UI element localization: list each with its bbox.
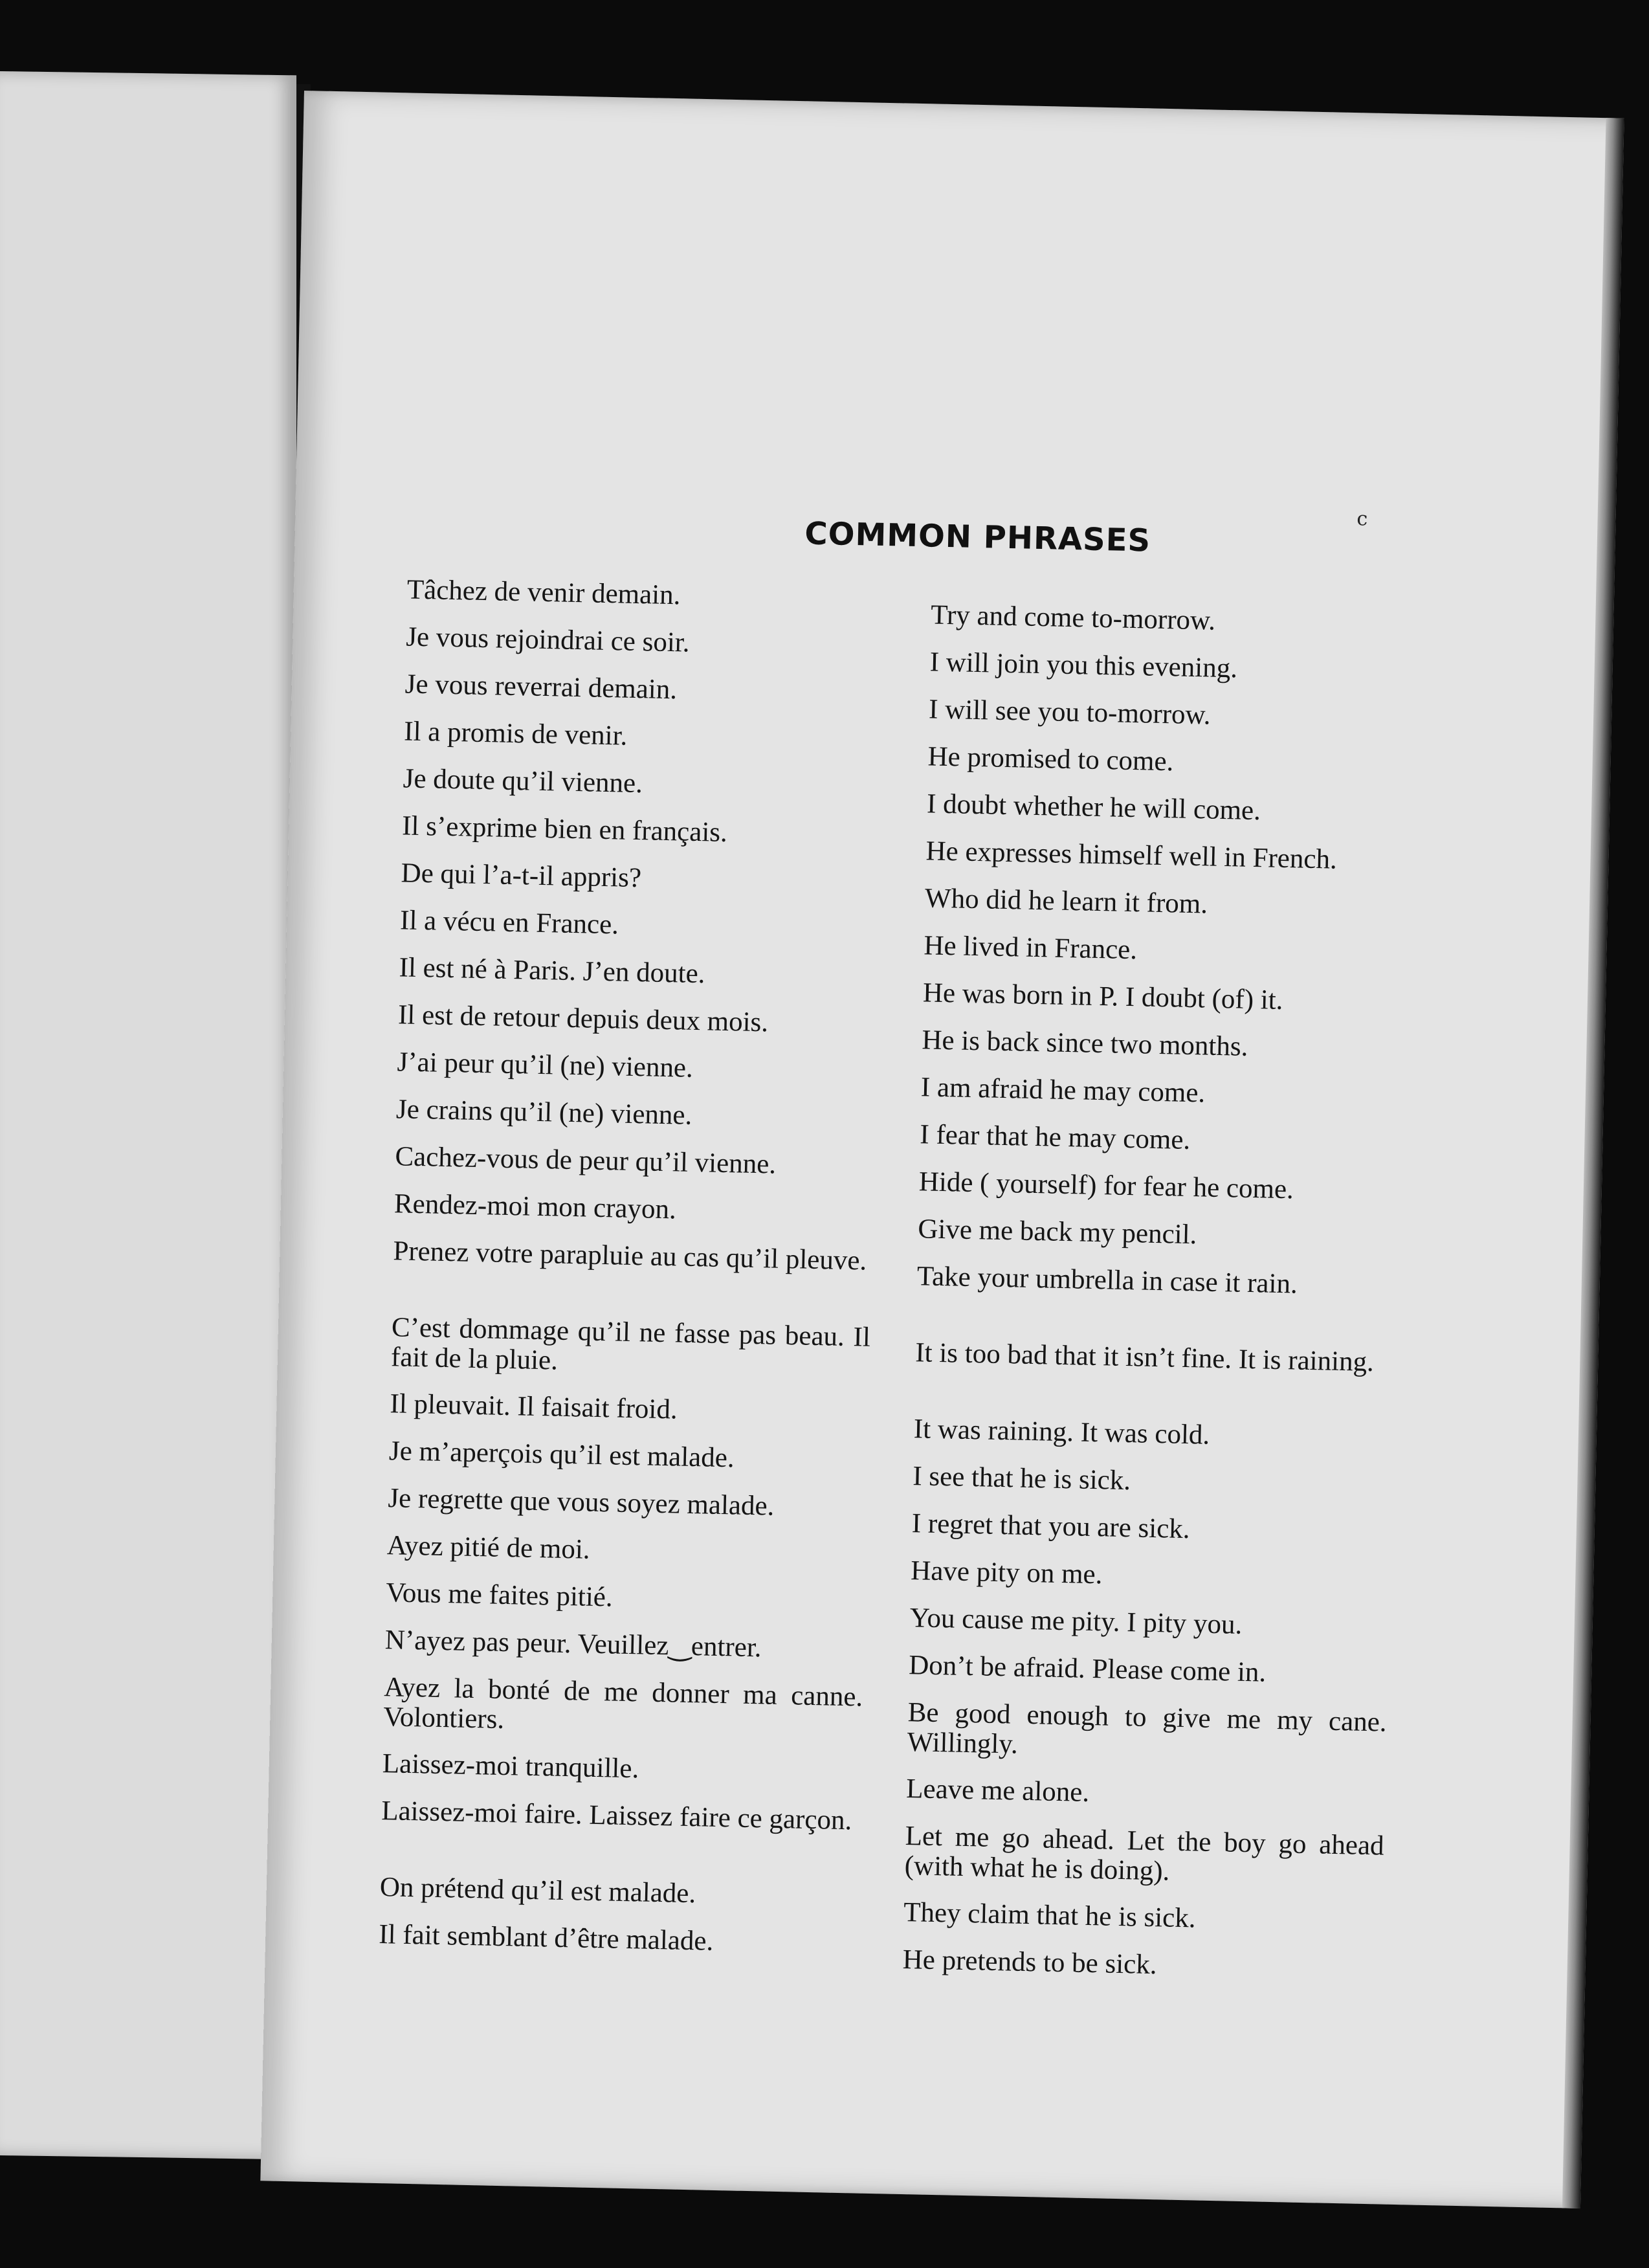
english-translation: Have pity on me.: [910, 1555, 1103, 1590]
english-translation: You cause me pity. I pity you.: [909, 1603, 1243, 1640]
english-translation: He lived in France.: [924, 930, 1138, 966]
right-page: [260, 91, 1624, 2208]
english-translation: Let me go ahead. Let the boy go ahead (with what he is doing).: [904, 1821, 1385, 1887]
english-translation: They claim that he is sick.: [903, 1897, 1197, 1934]
french-phrase: Ayez pitié de moi.: [386, 1530, 591, 1565]
left-page-blank: [0, 71, 296, 2159]
english-translation: Try and come to-morrow.: [930, 599, 1216, 636]
english-translation: He promised to come.: [927, 741, 1174, 777]
french-phrase: Je doute qu’il vienne.: [403, 763, 643, 799]
english-translation: He pretends to be sick.: [902, 1944, 1157, 1981]
french-phrase: Il s’exprime bien en français.: [401, 810, 728, 848]
french-phrase: Prenez votre parapluie au cas qu’il pleuve.: [392, 1236, 867, 1276]
french-phrase: Ayez la bonté de me donner ma canne. Volontiers.: [382, 1672, 863, 1735]
french-phrase: Je vous rejoindrai ce soir.: [405, 621, 691, 658]
english-translation: It was raining. It was cold.: [913, 1414, 1210, 1451]
english-translation: Who did he learn it from.: [924, 883, 1208, 920]
english-translation: I doubt whether he will come.: [926, 788, 1261, 827]
french-phrase: Je regrette que vous soyez malade.: [387, 1483, 775, 1522]
french-phrase: Il a promis de venir.: [403, 716, 628, 751]
english-translation: He is back since two months.: [921, 1025, 1248, 1062]
french-phrase: Je crains qu’il (ne) vienne.: [395, 1094, 692, 1131]
french-phrase: Il a vécu en France.: [399, 905, 619, 940]
english-translation: Take your umbrella in case it rain.: [916, 1261, 1298, 1300]
english-translation: Be good enough to give me my cane. Willingly.: [907, 1697, 1388, 1760]
english-translation: He was born in P. I doubt (of) it.: [922, 977, 1283, 1016]
english-translation: I will join you this evening.: [929, 647, 1238, 684]
french-phrase: Rendez-moi mon crayon.: [393, 1188, 677, 1225]
french-phrase: Cachez-vous de peur qu’il vienne.: [395, 1141, 777, 1180]
french-phrase: Vous me faites pitié.: [385, 1577, 614, 1613]
french-phrase: Laissez-moi faire. Laissez faire ce garçon.: [381, 1796, 852, 1836]
corner-mark: c: [1356, 507, 1368, 531]
english-translation: I regret that you are sick.: [911, 1508, 1191, 1545]
english-translation: He expresses himself well in French.: [925, 836, 1338, 875]
page-edge: [1562, 118, 1624, 2208]
french-phrase: Il pleuvait. Il faisait froid.: [390, 1388, 678, 1425]
page-title: COMMON PHRASES: [804, 515, 1151, 559]
french-phrase: Il est de retour depuis deux mois.: [397, 999, 769, 1038]
english-translation: Leave me alone.: [905, 1773, 1090, 1808]
english-translation: Hide ( yourself) for fear he come.: [918, 1166, 1294, 1205]
english-translation: I am afraid he may come.: [920, 1072, 1206, 1109]
english-translation: Don’t be afraid. Please come in.: [908, 1650, 1267, 1688]
french-phrase: Il est né à Paris. J’en doute.: [399, 952, 705, 990]
english-translation: Give me back my pencil.: [917, 1214, 1197, 1251]
french-phrase: Tâchez de venir demain.: [406, 574, 681, 611]
english-translation: I will see you to-morrow.: [928, 694, 1212, 731]
french-phrase: C’est dommage qu’il ne fasse pas beau. Il fait de la pluie.: [390, 1312, 871, 1376]
english-translation: I see that he is sick.: [912, 1461, 1131, 1496]
french-phrase: Laissez-moi tranquille.: [382, 1748, 639, 1784]
french-phrase: Je vous reverrai demain.: [404, 669, 678, 706]
french-phrase: De qui l’a-t-il appris?: [401, 858, 642, 894]
phrase-list: [378, 575, 1494, 1990]
french-phrase: Je m’aperçois qu’il est malade.: [388, 1436, 735, 1474]
french-phrase: On prétend qu’il est malade.: [379, 1872, 696, 1909]
french-phrase: N’ayez pas peur. Veuillez‿entrer.: [384, 1625, 762, 1663]
french-phrase: Il fait semblant d’être malade.: [378, 1919, 714, 1957]
english-translation: It is too bad that it isn’t fine. It is raining.: [914, 1337, 1375, 1378]
english-translation: I fear that he may come.: [919, 1119, 1191, 1156]
french-phrase: J’ai peur qu’il (ne) vienne.: [397, 1047, 694, 1084]
